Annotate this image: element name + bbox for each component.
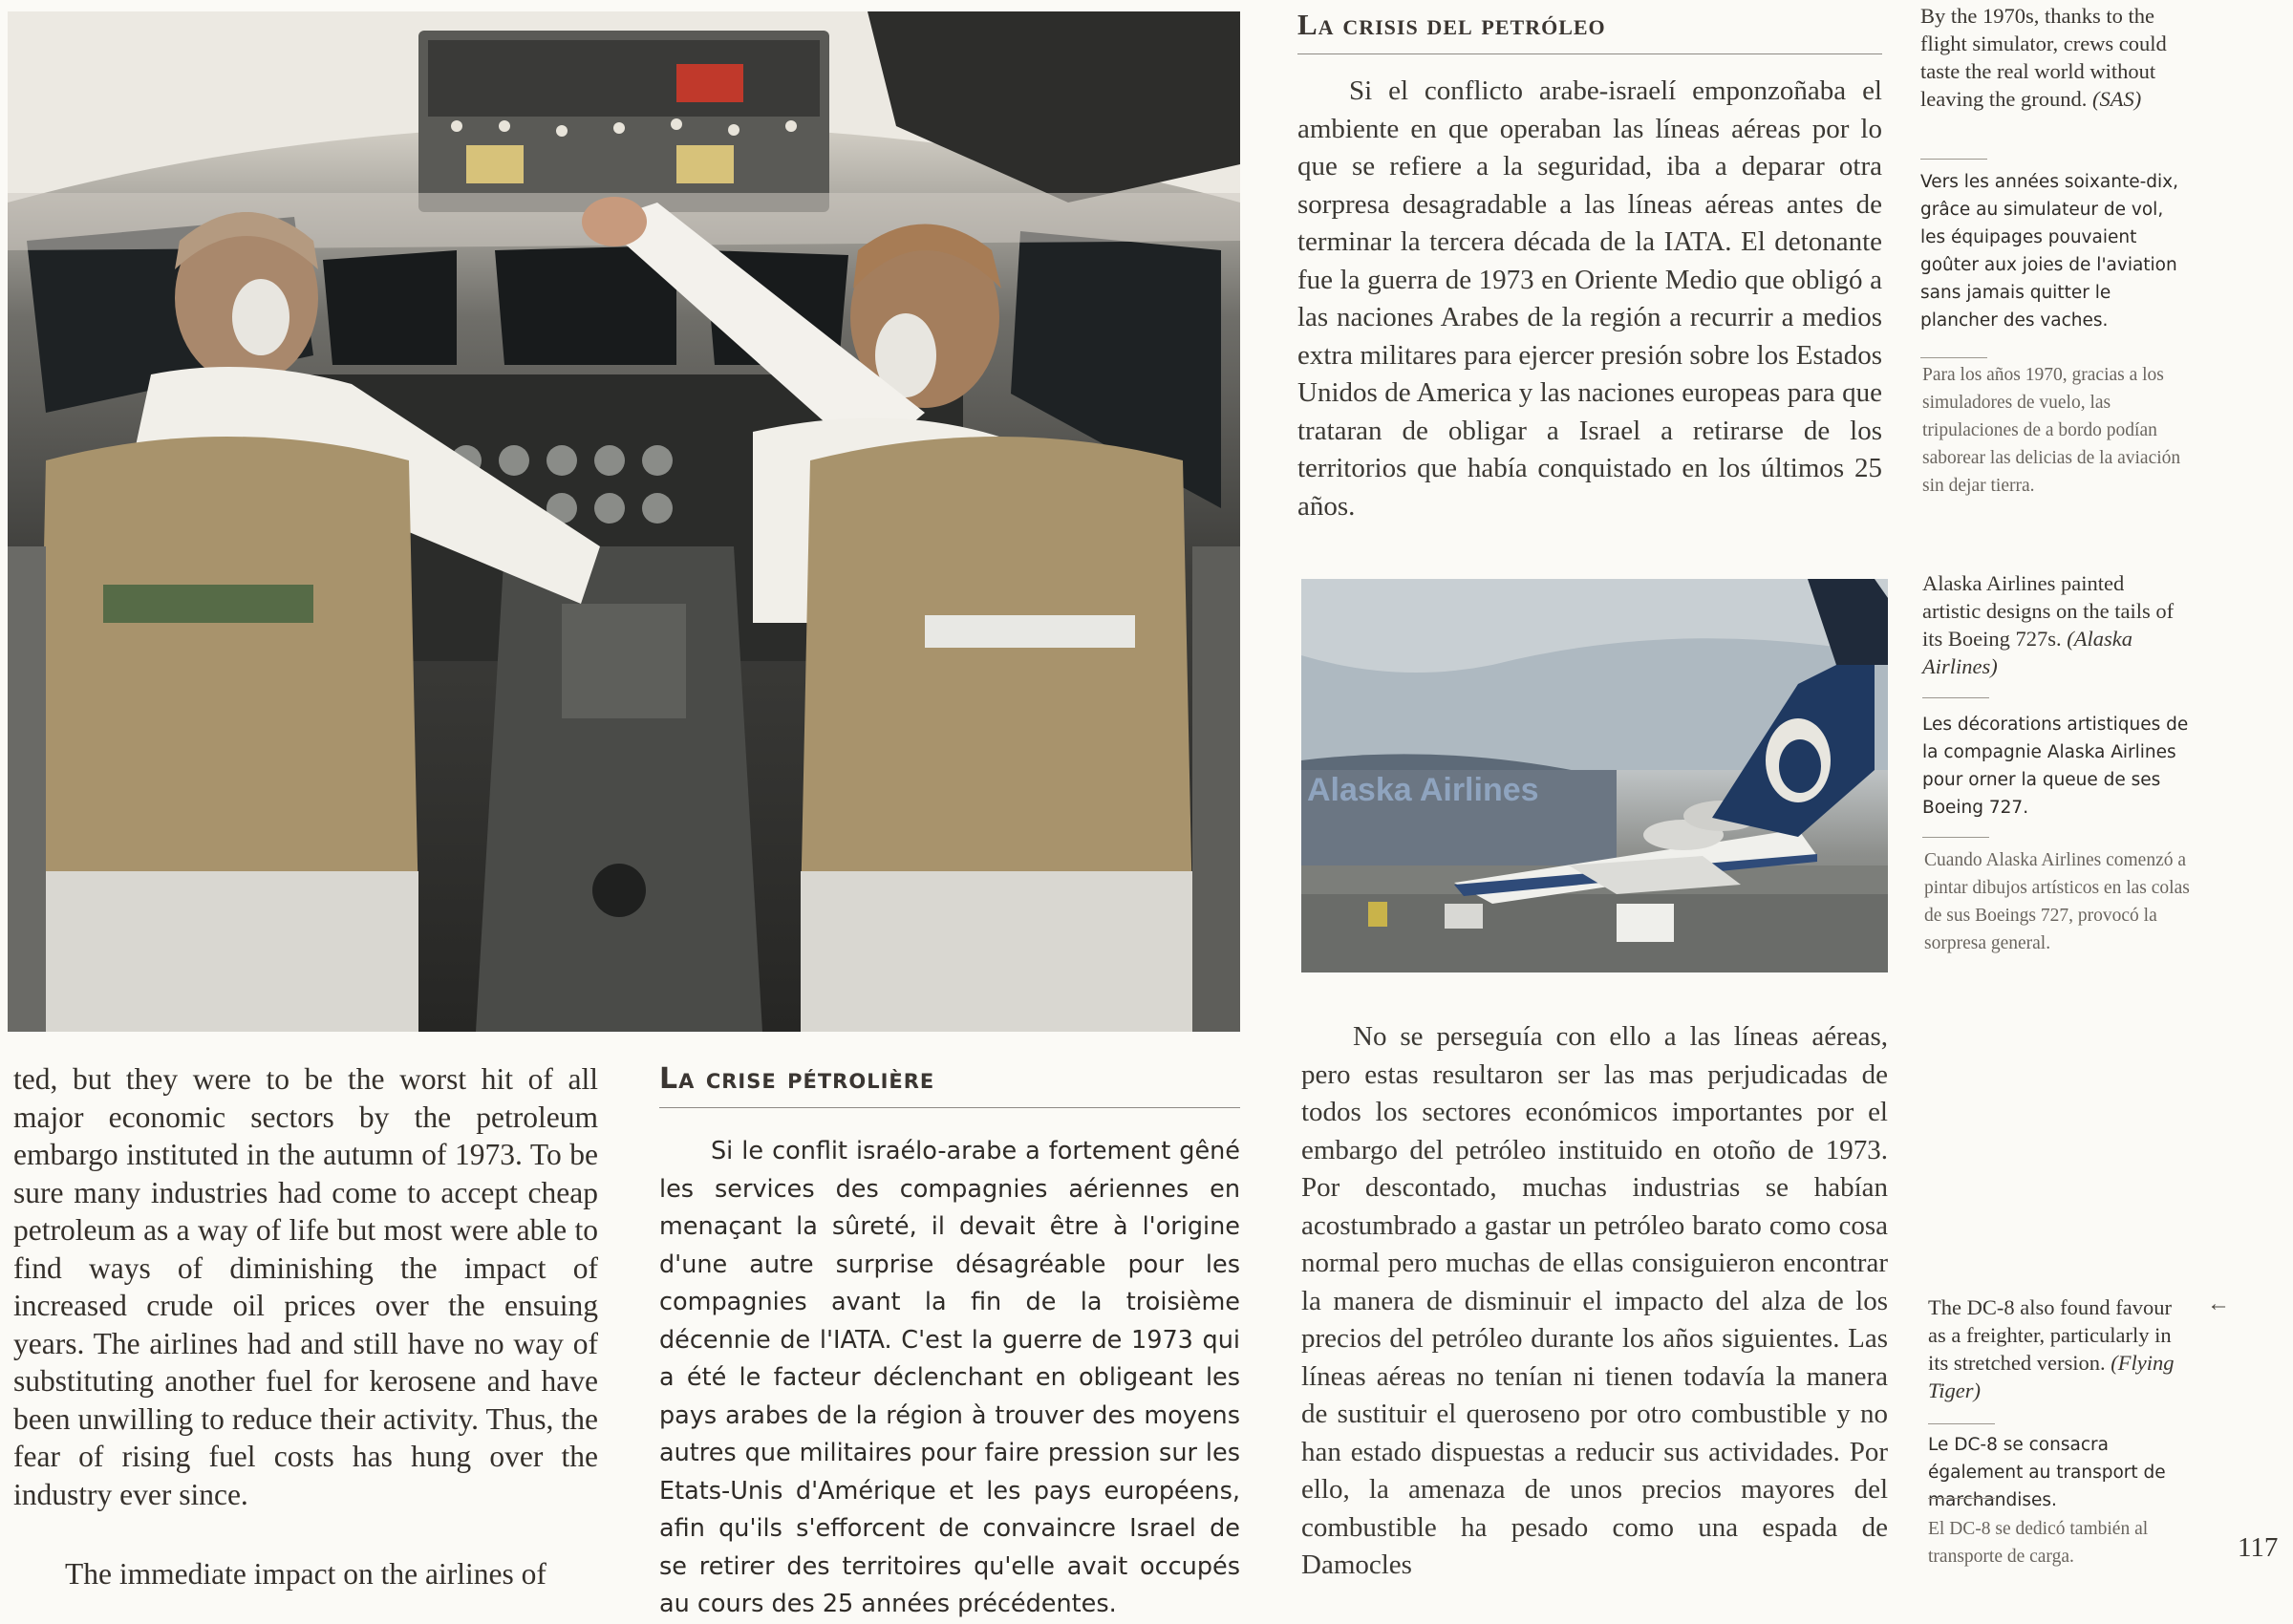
page-number: 117: [2238, 1532, 2279, 1563]
caption-divider: [1928, 1423, 1995, 1424]
simulator-caption-en: [1920, 2, 2178, 113]
spanish-paragraph-1: Si el conflicto arabe-israelí emponzoñaba el ambiente en que operaban las líneas aéreas por lo que se refiere a la seguridad, iba a deparar otra sorpresa desagradable a las líneas aéreas antes de terminar la tercera década de la IATA. El detonante fue la guerra de 1973 en Oriente Medio que obligó a las naciones Arabes de la región a recurrir a medios extra militares para ejercer presión sobre los Estados Unidos de America y las naciones europeas para que trataran de obligar a Israel a retirarse de los territorios que había conquistado en los últimos 25 años.: [1297, 75, 1882, 522]
alaska-caption-es: Cuando Alaska Airlines comenzó a pintar dibujos artísticos en las colas de sus Boeings 727, provocó la sorpresa general.: [1924, 850, 2190, 953]
english-paragraph: ted, but they were to be the worst hit of all major economic sectors by the petroleum embargo instituted in the autumn of 1973. To be sure many industries had come to accept cheap petroleum as a way of life but most were able to find ways of diminishing the impact of increased crude oil prices over the ensuing years. The airlines had and still have no way of substituting another fuel for kerosene and have been unwilling to reduce their activity. Thus, the fear of rising fuel costs has hung over the industry ever since.: [13, 1062, 598, 1511]
alaska-caption-fr: Les décorations artistiques de la compagnie Alaska Airlines pour orner la queue de ses Boeing 727.: [1922, 715, 2189, 818]
spanish-section-heading: La crisis del petróleo: [1297, 8, 1882, 54]
caption-divider: [1920, 159, 1987, 160]
caption-text: By the 1970s, thanks to the flight simulator, crews could taste the real world without leaving the ground.: [1920, 4, 2167, 111]
photo-credit: (Flying Tiger): [1928, 1351, 2175, 1402]
french-section-heading: La crise pétrolière: [659, 1062, 1240, 1108]
alaska-caption-en: [1922, 569, 2180, 680]
caption-divider: [1928, 1498, 1995, 1499]
simulator-caption-fr: Vers les années soixante-dix, grâce au simulateur de vol, les équipages pouvaient goûter aux joies de l'aviation sans jamais quitter le plancher des vaches.: [1920, 172, 2178, 331]
spanish-paragraph-2: No se perseguía con ello a las líneas aéreas, pero estas resultaron ser las mas perjudicadas de todos los sectores económicos importantes por el embargo del petróleo instituido en otoño de 1973. Por descontado, muchas industrias se habían acostumbrado a gastar un petróleo barato como cosa normal pero muchas de ellas consiguieron encontrar la manera de disminuir el impacto del alza de los precios del petróleo durante los años siguientes. Las líneas aéreas no tenían ni tienen todavía la manera de sustituir el queroseno por otro combustible y no han estado dispuestas a reducir sus actividades. Por ello, la amenaza de unos precios mayores del combustible ha pesado como una espada de Damocles: [1301, 1021, 1888, 1580]
simulator-caption-es: Para los años 1970, gracias a los simuladores de vuelo, las tripulaciones de a bordo podían saborear las delicias de la aviación sin dejar tierra.: [1922, 365, 2181, 496]
dc8-caption-fr: Le DC-8 se consacra également au transport de marchandises.: [1928, 1435, 2166, 1510]
photo-credit: (Alaska Airlines): [1922, 627, 2132, 678]
hangar-sign-text: Alaska Airlines: [1307, 772, 1539, 808]
left-arrow-icon: ←: [2207, 1292, 2230, 1316]
dc8-caption-en: [1928, 1293, 2186, 1404]
dc8-caption-es: El DC-8 se dedicó también al transporte de carga.: [1928, 1519, 2149, 1567]
caption-text: The DC-8 also found favour as a freighter, particularly in its stretched version.: [1928, 1295, 2172, 1375]
alaska-airlines-boeing-727-photo: [1301, 579, 1888, 972]
caption-divider: [1922, 837, 1989, 838]
caption-divider: [1922, 697, 1989, 698]
caption-text: Alaska Airlines painted artistic designs on the tails of its Boeing 727s.: [1922, 571, 2175, 651]
photo-credit: (SAS): [2091, 87, 2142, 111]
french-paragraph: Si le conflit israélo-arabe a fortement gêné les services des compagnies aériennes en menaçant la sûreté, il devait être à l'origine d'une autre surprise désagréable pour les compagnies avant la fin de la troisième décennie de l'IATA. C'est la guerre de 1973 qui a été le facteur déclenchant en obligeant les pays arabes de la région à trouver des moyens autres que militaires pour faire pression sur les Etats-Unis d'Amérique et les pays européens, afin qu'ils s'efforcent de convaincre Israel de se retirer des territoires qu'elle avait occupés au cours des 25 années précédentes.: [659, 1137, 1240, 1618]
caption-divider: [1920, 357, 1987, 358]
english-paragraph-2: The immediate impact on the airlines of: [65, 1557, 546, 1591]
cockpit-simulator-photo: [8, 11, 1240, 1032]
